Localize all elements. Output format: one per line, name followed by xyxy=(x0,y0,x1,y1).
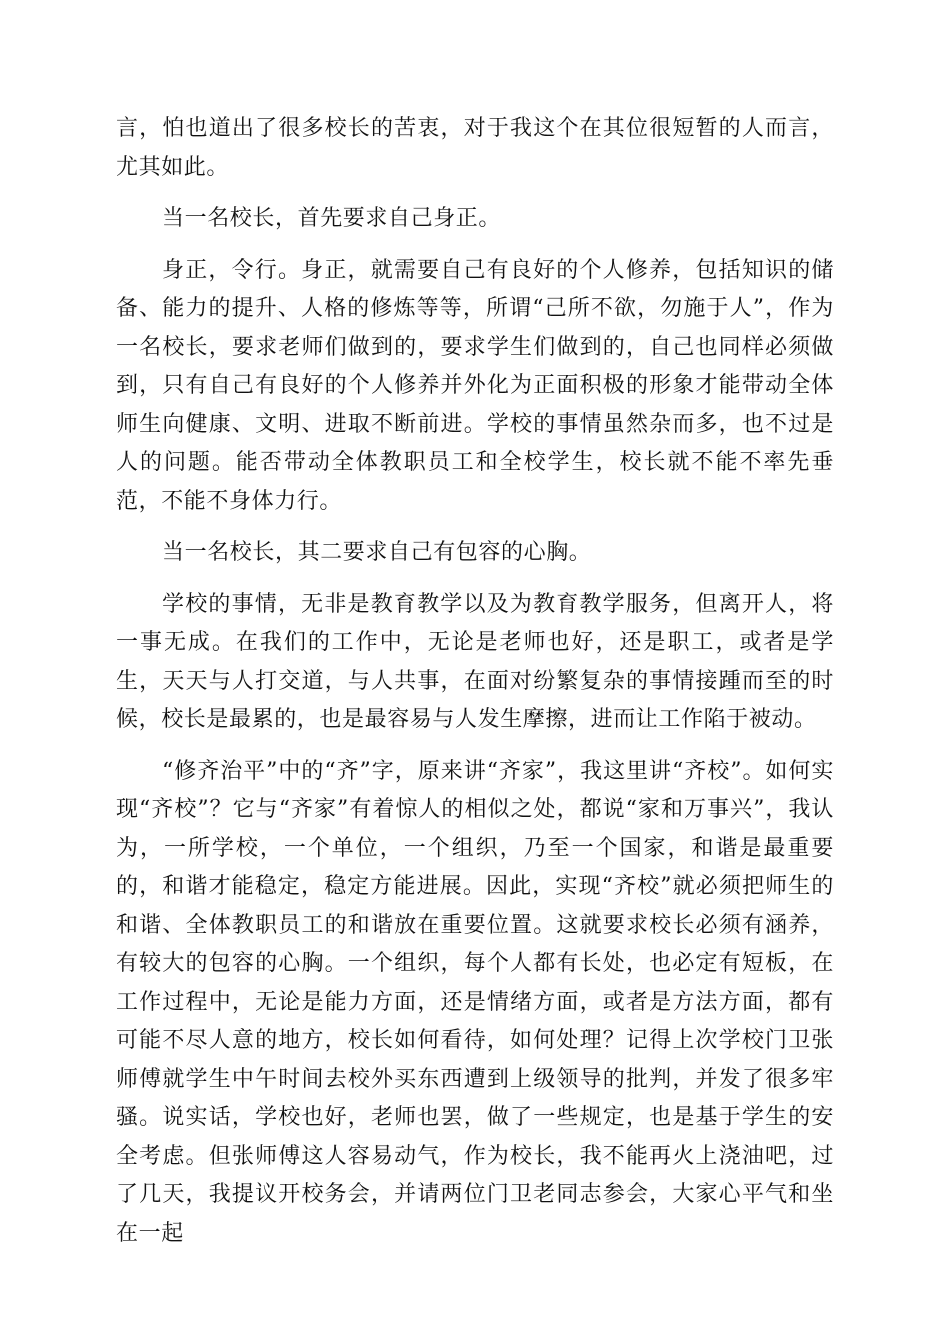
paragraph-heading-first-requirement: 当一名校长，首先要求自己身正。 xyxy=(162,206,502,231)
paragraph-continuation: 言，怕也道出了很多校长的苦衷，对于我这个在其位很短暂的人而言，尤其如此。 xyxy=(116,116,834,180)
paragraph-heading-second-requirement: 当一名校长，其二要求自己有包容的心胸。 xyxy=(162,540,592,565)
paragraph-harmony: “修齐治平”中的“齐”字，原来讲“齐家”，我这里讲“齐校”。如何实现“齐校”？它与“齐家”有着惊人的相似之处，都说“家和万事兴”，我认为，一所学校，一个单位，一个组织，乃至一个国家，和谐是最重要的，和谐才能稳定，稳定方能进展。因此，实现“齐校”就必须把师生的和谐、全体教职员工的和谐放在重要位置。这就要求校长必须有涵养，有较大的包容的心胸。一个组织，每个人都有长处，也必定有短板，在工作过程中，无论是能力方面，还是情绪方面，或者是方法方面，都有可能不尽人意的地方，校长如何看待，如何处理？记得上次学校门卫张师傅就学生中午时间去校外买东西遭到上级领导的批判，并发了很多牢骚。说实话，学校也好，老师也罢，做了一些规定，也是基于学生的安全考虑。但张师傅这人容易动气，作为校长，我不能再火上浇油吧，过了几天，我提议开校务会，并请两位门卫老同志参会，大家心平气和坐在一起 xyxy=(116,758,834,1246)
paragraph-self-discipline: 身正，令行。身正，就需要自己有良好的个人修养，包括知识的储备、能力的提升、人格的修炼等等，所谓“己所不欲，勿施于人”，作为一名校长，要求老师们做到的，要求学生们做到的，自己也同样必须做到，只有自己有良好的个人修养并外化为正面积极的形象才能带动全体师生向健康、文明、进取不断前进。学校的事情虽然杂而多，也不过是人的问题。能否带动全体教职员工和全校学生，校长就不能不率先垂范，不能不身体力行。 xyxy=(116,257,834,514)
paragraph-school-affairs: 学校的事情，无非是教育教学以及为教育教学服务，但离开人，将一事无成。在我们的工作中，无论是老师也好，还是职工，或者是学生，天天与人打交道，与人共事，在面对纷繁复杂的事情接踵而至的时候，校长是最累的，也是最容易与人发生摩擦，进而让工作陷于被动。 xyxy=(116,591,834,732)
document-body xyxy=(116,110,834,1266)
